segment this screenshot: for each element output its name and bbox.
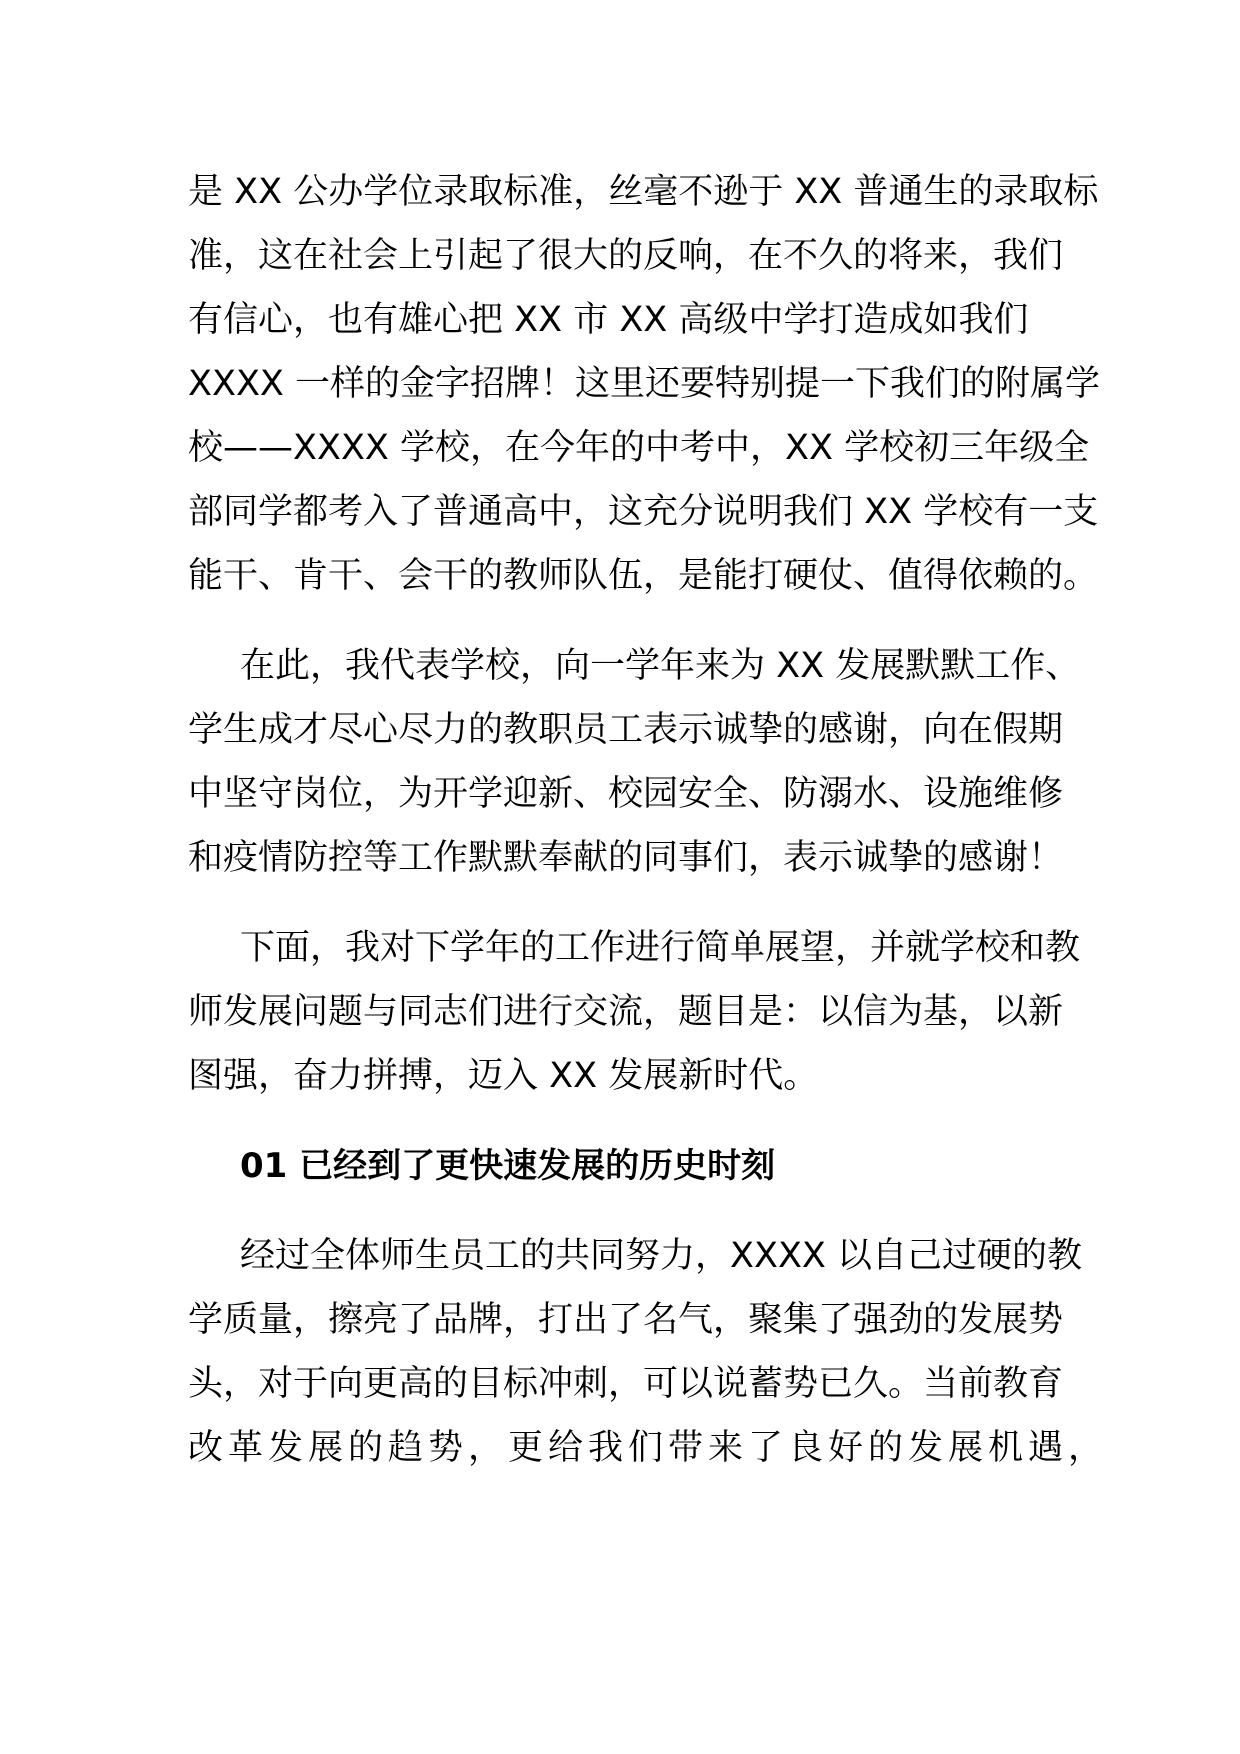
text-line: 部同学都考入了普通高中，这充分说明我们 XX 学校有一支 (188, 492, 1099, 532)
text-line: 中坚守岗位，为开学迎新、校园安全、防溺水、设施维修 (188, 774, 1064, 814)
paragraph-development (188, 1224, 1109, 1480)
paragraph-outlook (188, 916, 1081, 1108)
document-page (188, 160, 1109, 1480)
text-line: XXXX 一样的金字招牌！这里还要特别提一下我们的附属学 (188, 364, 1101, 404)
text-line: 改革发展的趋势，更给我们带来了良好的发展机遇， (188, 1428, 1109, 1468)
text-line: 图强，奋力拼搏，迈入 XX 发展新时代。 (188, 1056, 819, 1096)
paragraph-thanks (188, 634, 1081, 890)
text-line: 准，这在社会上引起了很大的反响，在不久的将来，我们 (188, 236, 1064, 276)
text-line: 下面，我对下学年的工作进行简单展望，并就学校和教 (240, 928, 1081, 968)
text-line: 头，对于向更高的目标冲刺，可以说蓄势已久。当前教育 (188, 1364, 1064, 1404)
text-line: 在此，我代表学校，向一学年来为 XX 发展默默工作、 (240, 646, 1081, 686)
text-line: 师发展问题与同志们进行交流，题目是：以信为基，以新 (188, 992, 1064, 1032)
text-line: 是 XX 公办学位录取标准，丝毫不逊于 XX 普通生的录取标 (188, 172, 1099, 212)
paragraph-school-achievements (188, 160, 1101, 608)
text-line: 能干、肯干、会干的教师队伍，是能打硬仗、值得依赖的。 (188, 556, 1099, 596)
text-line: 学质量，擦亮了品牌，打出了名气，聚集了强劲的发展势 (188, 1300, 1064, 1340)
text-line: 经过全体师生员工的共同努力，XXXX 以自己过硬的教 (240, 1236, 1083, 1276)
text-line: 学生成才尽心尽力的教职员工表示诚挚的感谢，向在假期 (188, 710, 1064, 750)
text-line: 和疫情防控等工作默默奉献的同事们，表示诚挚的感谢！ (188, 838, 1064, 878)
section-heading: 01 已经到了更快速发展的历史时刻 (240, 1146, 776, 1186)
text-line: 校——XXXX 学校，在今年的中考中，XX 学校初三年级全 (188, 428, 1090, 468)
text-line: 有信心，也有雄心把 XX 市 XX 高级中学打造成如我们 (188, 300, 1029, 340)
